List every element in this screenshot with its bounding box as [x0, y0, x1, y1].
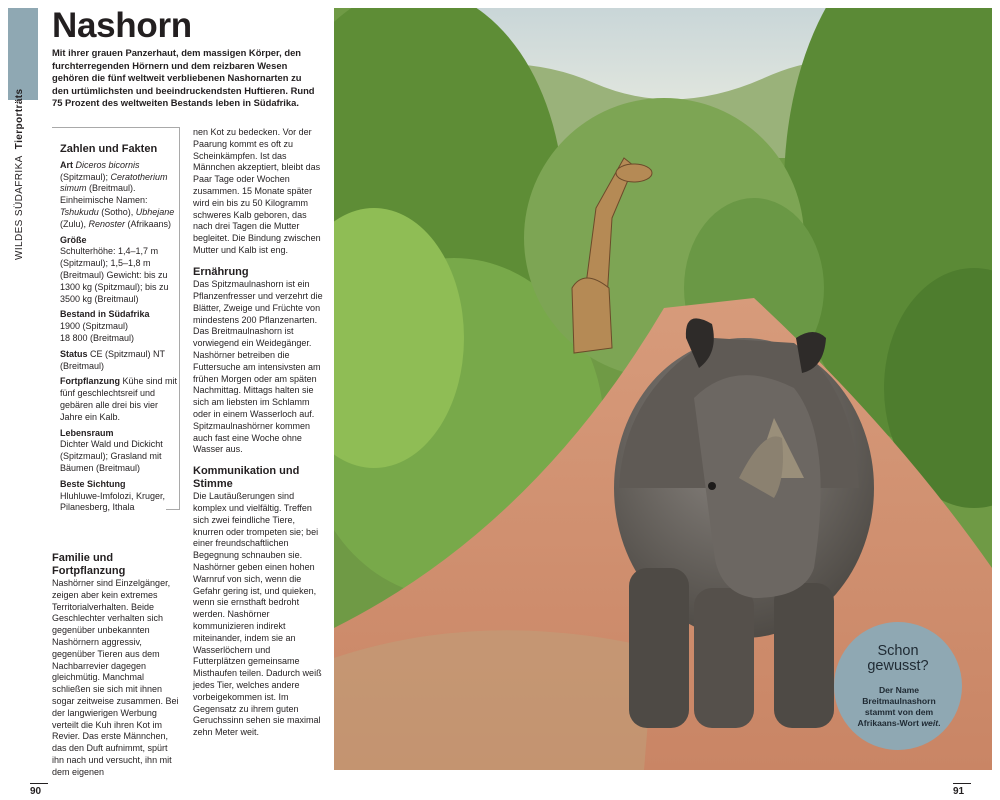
family-text-part1: Nashörner sind Einzelgänger, zeigen aber kein extremes Territorialverhalten. Beide Geschlechter verhalten sich gegenüber unbekannten Nashörnern aggressiv, gegenüber Tieren aus dem Nachbarrevier dagegen gleichmütig. Manchmal schließen sie sich mit ihnen sogar zeitweise zusammen. Bei der langwierigen Werbung verteilt die Kuh ihren Kot im Revier. Das erste Männchen, das den Duft aufnimmt, spürt ihn nach und versucht, ihn mit dem eigenen — [52, 578, 179, 777]
section-running-head — [14, 89, 25, 261]
comm-heading: Kommunikation und Stimme — [193, 465, 300, 490]
facts-panel — [60, 144, 178, 518]
section-sublabel: Tierporträts — [14, 88, 25, 150]
did-you-know-callout — [834, 622, 962, 750]
comm-text: Die Lautäußerungen sind komplex und vielfältig. Treffen sich zwei feindliche Tiere, knurren oder trompeten sie; bei einer freundschaftlichen Begegnung schnauben sie. Nashörner geben einen hohen Warnruf von sich, wenn die Gefahr gering ist, und quieken, wenn sie ernsthaft bedroht werden. Nashörner kommunizieren indirekt miteinander, indem sie an Wasserlöchern und Futterplätzen gemeinsame Misthaufen teilen. Dadurch weiß jedes Tier, welches andere vorbeigekommen ist. Im Gegensatz zu ihrem guten Geruchssinn sehen sie maximal zehn Meter weit. — [193, 491, 322, 738]
folio-rule-right — [953, 783, 971, 784]
callout-text: Der Name Breitmaulnashorn stammt von dem Afrikaans-Wort weit. — [857, 685, 941, 728]
fact-population: Bestand in Südafrika 1900 (Spitzmaul) 18 800 (Breitmaul) — [60, 309, 150, 343]
fact-reproduction: Fortpflanzung Kühe sind mit fünf geschlechtsreif und gebären alle drei bis vier Jahre ein Kalb. — [60, 376, 178, 422]
page-title: Nashorn — [52, 6, 192, 45]
section-label: WILDES SÜDAFRIKA — [14, 155, 25, 260]
fact-size: Größe Schulterhöhe: 1,4–1,7 m (Spitzmaul); 1,5–1,8 m (Breitmaul) Gewicht: bis zu 1300 kg (Spitzmaul); bis zu 3500 kg (Breitmaul) — [60, 234, 169, 304]
page-number-right: 91 — [953, 786, 965, 797]
right-text-column — [193, 127, 324, 748]
food-text: Das Spitzmaulnashorn ist ein Pflanzenfresser und verzehrt die Blätter, Zweige und Früchte von mindestens 200 Pflanzenarten. Das Breitmaulnashorn ist vorwiegend ein Weidegänger. Nashörner betreiben die Futtersuche am intensivsten am frühen Morgen oder am späten Nachmittag. Mittags halten sie sich am liebsten im Schlamm oder in einem Wasserloch auf. Spitzmaulnashörner kommen auch fast eine Woche ohne Wasser aus. — [193, 279, 323, 455]
folio-rule-left — [30, 783, 48, 784]
family-heading: Familie und Fortpflanzung — [52, 552, 126, 577]
lead-paragraph: Mit ihrer grauen Panzerhaut, dem massigen Körper, den furchterregenden Hörnern und dem reizbaren Wesen gehören die fünf weltweit verbliebenen Nashornarten zu den urtümlichsten und beeindruckendsten Huftieren. Rund 75 Prozent des weltweiten Bestands leben in Südafrika. — [52, 47, 315, 109]
callout-title: Schon gewusst? — [867, 643, 929, 674]
fact-sighting: Beste Sichtung Hluhluwe-Imfolozi, Kruger, Pilanesberg, Ithala — [60, 478, 166, 513]
fact-habitat: Lebensraum Dichter Wald und Dickicht (Spitzmaul); Grasland mit Bäumen (Breitmaul) — [60, 427, 163, 473]
page-number-left: 90 — [30, 786, 42, 797]
family-section — [52, 552, 182, 779]
fact-status: Status CE (Spitzmaul) NT (Breitmaul) — [60, 348, 165, 371]
family-text-part2: nen Kot zu bedecken. Vor der Paarung kommt es oft zu Scheinkämpfen. Ist das Männchen akzeptiert, bleibt das Paar Tage oder Wochen zusammen. 15 Monate später wird ein bis zu 50 Kilogramm schweres Kalb geboren, das nach drei Tagen die Mutter begleitet. Die Bindung zwischen Mutter und Kalb ist eng. — [193, 127, 321, 255]
section-color-tab — [8, 8, 38, 100]
fact-art: Art Diceros bicornis (Spitzmaul); Ceratotherium simum (Breitmaul). Einheimische Namen: Tshukudu (Sotho), Ubhejane (Zulu), Renoster (Afrikaans) — [60, 159, 175, 229]
facts-heading: Zahlen und Fakten — [60, 143, 158, 155]
food-heading: Ernährung — [193, 265, 249, 278]
